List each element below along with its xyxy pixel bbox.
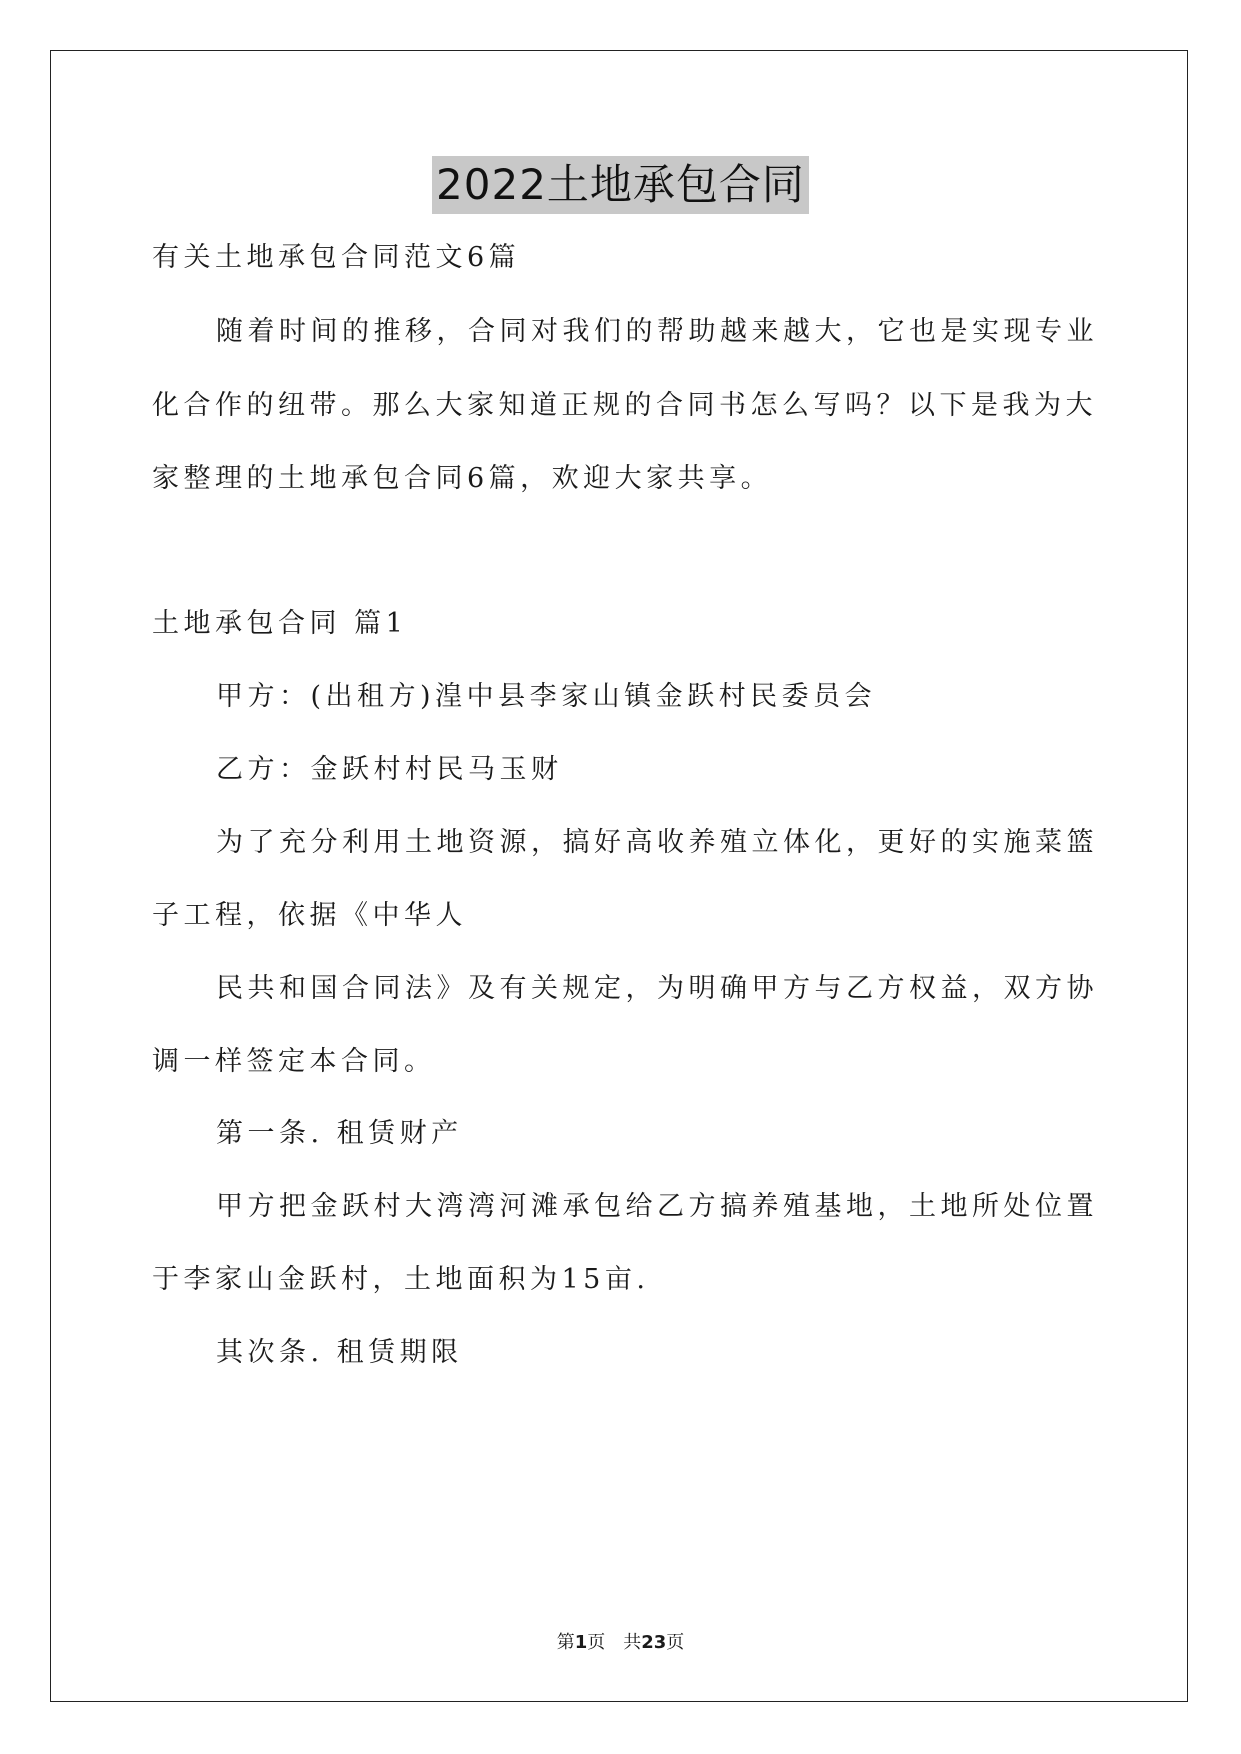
- title-container: [0, 156, 1241, 214]
- article-heading: 其次条. 租赁期限: [216, 1337, 463, 1368]
- paragraph-line: 甲方把金跃村大湾湾河滩承包给乙方搞养殖基地，土地所处位置: [216, 1191, 1098, 1222]
- paragraph-line: 子工程，依据《中华人: [152, 900, 467, 931]
- paragraph-line: 于李家山金跃村，土地面积为15亩.: [152, 1264, 650, 1295]
- footer-prefix: 第: [556, 1632, 575, 1653]
- footer-total-pages: 23: [641, 1632, 667, 1653]
- page-border: [50, 50, 1188, 1702]
- paragraph-line: 为了充分利用土地资源，搞好高收养殖立体化，更好的实施菜篮: [216, 827, 1098, 858]
- paragraph-line: 化合作的纽带。那么大家知道正规的合同书怎么写吗？以下是我为大: [152, 390, 1097, 421]
- paragraph-line: 随着时间的推移，合同对我们的帮助越来越大，它也是实现专业: [216, 316, 1098, 347]
- party-a-line: 甲方：(出租方)湟中县李家山镇金跃村民委员会: [216, 681, 877, 712]
- intro-heading: 有关土地承包合同范文6篇: [152, 242, 521, 273]
- footer-mid: 页 共: [587, 1632, 642, 1653]
- paragraph-line: 家整理的土地承包合同6篇，欢迎大家共享。: [152, 463, 773, 494]
- page-footer: [0, 1628, 1241, 1654]
- footer-suffix: 页: [666, 1632, 685, 1653]
- footer-page-number: 1: [574, 1632, 588, 1653]
- article-heading: 第一条. 租赁财产: [216, 1118, 463, 1149]
- paragraph-line: 调一样签定本合同。: [152, 1046, 436, 1077]
- document-title: 2022土地承包合同: [432, 156, 809, 214]
- party-b-line: 乙方：金跃村村民马玉财: [216, 754, 563, 785]
- paragraph-line: 民共和国合同法》及有关规定，为明确甲方与乙方权益，双方协: [216, 973, 1098, 1004]
- section-heading: 土地承包合同 篇1: [152, 608, 408, 639]
